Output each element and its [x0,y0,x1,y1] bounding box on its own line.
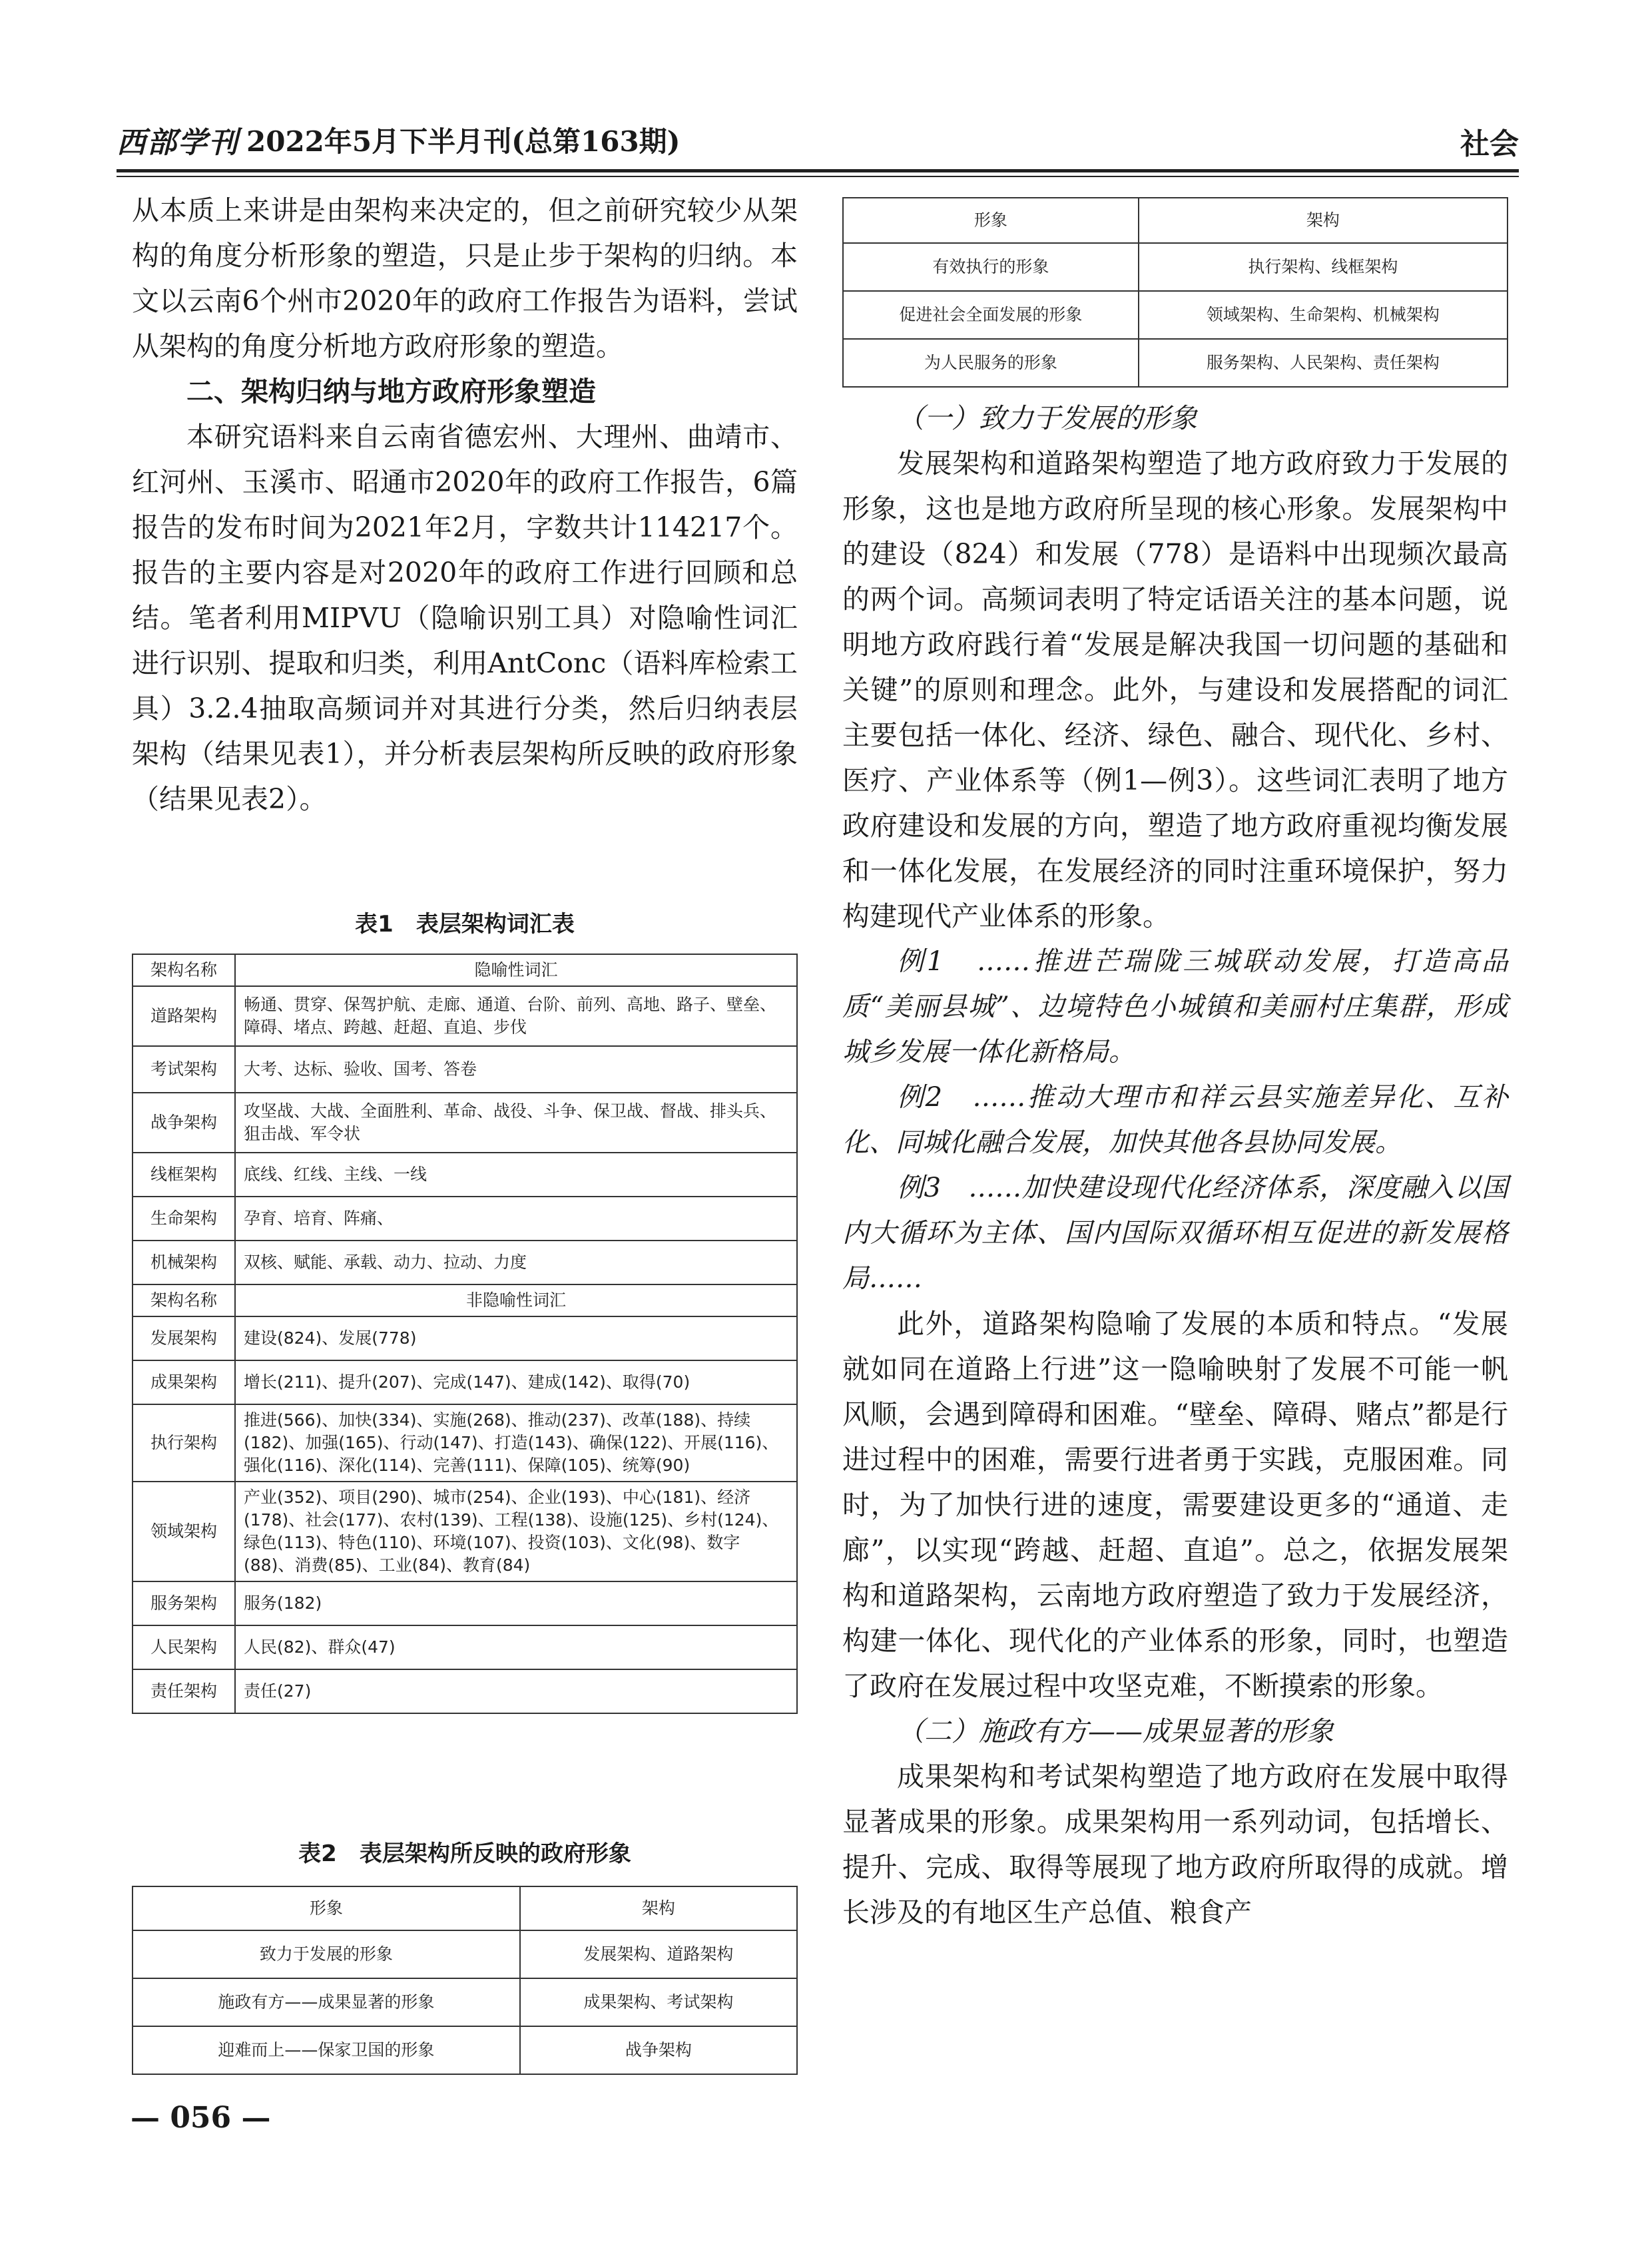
table1-col-metaphor-words: 隐喻性词汇 [235,954,797,986]
table2-continued-block [842,197,1508,388]
paragraph-achievement: 成果架构和考试架构塑造了地方政府在发展中取得显著成果的形象。成果架构用一系列动词，包括增长、提升、完成、取得等展现了地方政府所取得的成就。增长涉及的有地区生产总值、粮食产 [842,1761,1508,1928]
example-1: 例1 ……推进芒瑞陇三城联动发展，打造高品质“美丽县城”、边境特色小城镇和美丽村庄集群，形成城乡发展一体化新格局。 [842,946,1508,1067]
frame-name: 成果架构 [133,1360,235,1404]
frame-words: 产业(352)、项目(290)、城市(254)、企业(193)、中心(181)、经济(178)、社会(177)、农村(139)、工程(138)、设施(125)、乡村(124)、绿色(113)、特色(110)、环境(107)、投资(103)、文化(98)、数字(88)、消费(85)、工业(84)、教育(84) [235,1482,797,1581]
frame-name: 执行架构 [133,1404,235,1482]
frame-name: 道路架构 [133,986,235,1046]
table1-header-row [133,954,797,986]
table1-caption: 表1 表层架构词汇表 [355,911,575,938]
table-row [133,1404,797,1482]
frame-name: 发展架构 [133,1316,235,1360]
image-cell: 有效执行的形象 [843,243,1139,291]
image-cell: 为人民服务的形象 [843,339,1139,387]
frames-cell: 执行架构、线框架构 [1139,243,1508,291]
table-row [133,1581,797,1625]
frames-cell: 成果架构、考试架构 [520,1978,797,2026]
frame-words: 攻坚战、大战、全面胜利、革命、战役、斗争、保卫战、督战、排头兵、狙击战、军令状 [235,1093,797,1153]
table1-col-frame-name: 架构名称 [133,1284,235,1316]
table1-col-nonmetaphor-words: 非隐喻性词汇 [235,1284,797,1316]
frame-words: 大考、达标、验收、国考、答卷 [235,1046,797,1093]
frame-name: 领域架构 [133,1482,235,1581]
image-cell: 迎难而上——保家卫国的形象 [133,2026,520,2074]
subheading-development: （一）致力于发展的形象 [897,402,1197,434]
frame-words: 增长(211)、提升(207)、完成(147)、建成(142)、取得(70) [235,1360,797,1404]
table-row [133,1978,797,2026]
table-row [133,1930,797,1978]
frame-words: 孕育、培育、阵痛、 [235,1197,797,1241]
frame-name: 战争架构 [133,1093,235,1153]
frame-words: 人民(82)、群众(47) [235,1625,797,1669]
frame-words: 双核、赋能、承载、动力、拉动、力度 [235,1241,797,1284]
table2-col-image: 形象 [843,198,1139,243]
frames-cell: 发展架构、道路架构 [520,1930,797,1978]
table-row [843,339,1508,387]
section-name: 社会 [1460,127,1519,161]
table2-col-frames: 架构 [520,1886,797,1930]
frames-cell: 领域架构、生命架构、机械架构 [1139,291,1508,339]
table2-col-frames: 架构 [1139,198,1508,243]
example-2: 例2 ……推动大理市和祥云县实施差异化、互补化、同城化融合发展，加快其他各县协同发展。 [842,1082,1508,1158]
left-column [132,188,798,822]
table-row [133,1046,797,1093]
frame-name: 服务架构 [133,1581,235,1625]
intro-paragraph: 从本质上来讲是由架构来决定的，但之前研究较少从架构的角度分析形象的塑造，只是止步于架构的归纳。本文以云南6个州市2020年的政府工作报告为语料，尝试从架构的角度分析地方政府形象的塑造。 [132,194,798,362]
table1-col-frame-name: 架构名称 [133,954,235,986]
table1 [132,954,798,1714]
paragraph-road-frame: 此外，道路架构隐喻了发展的本质和特点。“发展就如同在道路上行进”这一隐喻映射了发展不可能一帆风顺，会遇到障碍和困难。“壁垒、障碍、赌点”都是行进过程中的困难，需要行进者勇于实践，克服困难。同时，为了加快行进的速度，需要建设更多的“通道、走廊”，以实现“跨越、赶超、直追”。总之，依据发展架构和道路架构，云南地方政府塑造了致力于发展经济，构建一体化、现代化的产业体系的形象，同时，也塑造了政府在发展过程中攻坚克难，不断摸索的形象。 [842,1308,1508,1702]
image-cell: 致力于发展的形象 [133,1930,520,1978]
frame-name: 机械架构 [133,1241,235,1284]
table2-block [132,1836,798,2075]
table-row [133,1316,797,1360]
frames-cell: 战争架构 [520,2026,797,2074]
journal-issue: 2022年5月下半月刊(总第163期) [246,125,681,158]
table2-header-row [133,1886,797,1930]
header-rule [117,169,1519,172]
table2-header-row [843,198,1508,243]
section-heading: 二、架构归纳与地方政府形象塑造 [186,376,596,408]
frame-words: 建设(824)、发展(778) [235,1316,797,1360]
table-row [843,291,1508,339]
page-header [117,117,1519,161]
image-cell: 施政有方——成果显著的形象 [133,1978,520,2026]
method-paragraph: 本研究语料来自云南省德宏州、大理州、曲靖市、红河州、玉溪市、昭通市2020年的政府工作报告，6篇报告的发布时间为2021年2月，字数共计114217个。报告的主要内容是对2020年的政府工作进行回顾和总结。笔者利用MIPVU（隐喻识别工具）对隐喻性词汇进行识别、提取和归类，利用AntConc（语料库检索工具）3.2.4抽取高频词并对其进行分类，然后归纳表层架构（结果见表1），并分析表层架构所反映的政府形象（结果见表2）。 [132,421,798,815]
frame-words: 服务(182) [235,1581,797,1625]
table2-caption: 表2 表层架构所反映的政府形象 [298,1840,631,1867]
journal-logo: 西部学刊 [117,126,239,160]
image-cell: 促进社会全面发展的形象 [843,291,1139,339]
table-row [133,1669,797,1713]
table-row [133,1153,797,1197]
example-3: 例3 ……加快建设现代化经济体系，深度融入以国内大循环为主体、国内国际双循环相互促进的新发展格局…… [842,1173,1508,1294]
table-row [133,1197,797,1241]
frames-cell: 服务架构、人民架构、责任架构 [1139,339,1508,387]
frame-name: 生命架构 [133,1197,235,1241]
table-row [133,1360,797,1404]
table-row [133,986,797,1046]
table1-block [132,907,798,1714]
frame-name: 人民架构 [133,1625,235,1669]
table-row [133,1241,797,1284]
frame-words: 畅通、贯穿、保驾护航、走廊、通道、台阶、前列、高地、路子、壁垒、障碍、堵点、跨越、赶超、直追、步伐 [235,986,797,1046]
frame-name: 考试架构 [133,1046,235,1093]
frame-words: 责任(27) [235,1669,797,1713]
paragraph-development: 发展架构和道路架构塑造了地方政府致力于发展的形象，这也是地方政府所呈现的核心形象。发展架构中的建设（824）和发展（778）是语料中出现频次最高的两个词。高频词表明了特定话语关注的基本问题，说明地方政府践行着“发展是解决我国一切问题的基础和关键”的原则和理念。此外，与建设和发展搭配的词汇主要包括一体化、经济、绿色、融合、现代化、乡村、医疗、产业体系等（例1—例3）。这些词汇表明了地方政府建设和发展的方向，塑造了地方政府重视均衡发展和一体化发展，在发展经济的同时注重环境保护，努力构建现代产业体系的形象。 [842,447,1508,932]
table2-col-image: 形象 [133,1886,520,1930]
table-row [133,1093,797,1153]
page-number: — 056 — [131,2101,271,2135]
table2-left [132,1886,798,2075]
table-row [133,2026,797,2074]
table2-right [842,197,1508,388]
frame-words: 推进(566)、加快(334)、实施(268)、推动(237)、改革(188)、持续(182)、加强(165)、行动(147)、打造(143)、确保(122)、开展(116)、强化(116)、深化(114)、完善(111)、保障(105)、统筹(90) [235,1404,797,1482]
table1-subheader-row [133,1284,797,1316]
frame-words: 底线、红线、主线、一线 [235,1153,797,1197]
table-row [843,243,1508,291]
subheading-achievement: （二）施政有方——成果显著的形象 [897,1715,1334,1747]
frame-name: 责任架构 [133,1669,235,1713]
right-column [842,396,1508,1935]
header-rule-thin [117,176,1519,177]
frame-name: 线框架构 [133,1153,235,1197]
table-row [133,1482,797,1581]
table-row [133,1625,797,1669]
